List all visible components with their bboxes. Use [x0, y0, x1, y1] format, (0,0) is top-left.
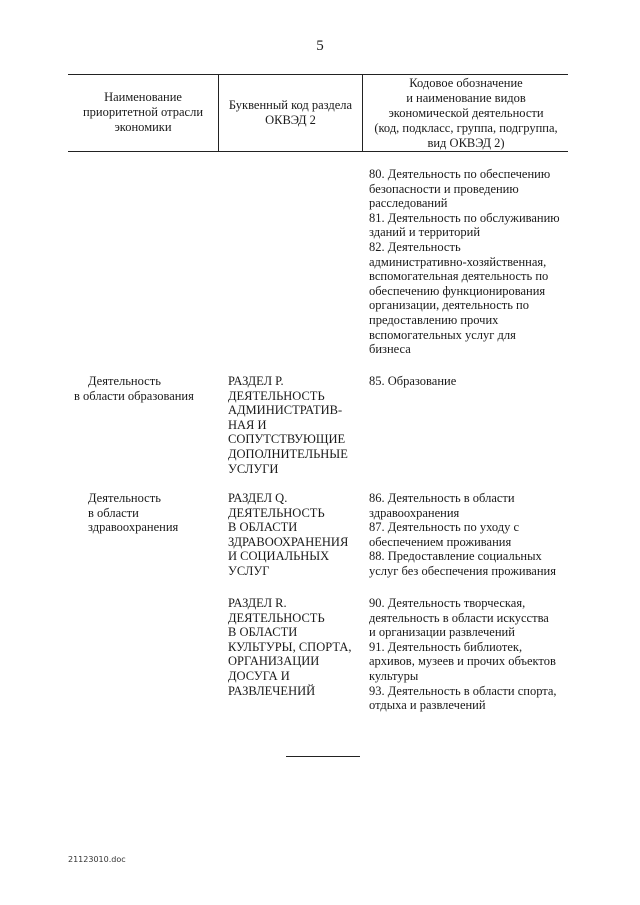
table-header-bottom-rule: [68, 151, 568, 152]
header-sector-line: экономики: [114, 120, 172, 134]
header-sector: [70, 90, 216, 135]
section-line: В ОБЛАСТИ: [228, 625, 298, 640]
activity-line: обеспечению функционирования: [369, 283, 546, 298]
row-activities: [369, 167, 569, 357]
section-line: ЗДРАВООХРАНЕНИЯ: [228, 534, 349, 549]
activity-line: отдыха и развлечений: [369, 698, 486, 713]
activity-line: здравоохранения: [369, 505, 460, 520]
sector-line: в области: [88, 505, 139, 520]
header-activity-line: экономической деятельности: [388, 106, 544, 120]
activity-line: обеспечением проживания: [369, 534, 512, 549]
section-line: КУЛЬТУРЫ, СПОРТА,: [228, 639, 352, 654]
section-line: АДМИНИСТРАТИВ-: [228, 403, 343, 418]
activity-line: услуг без обеспечения проживания: [369, 563, 556, 578]
activity-line: 80. Деятельность по обеспечению: [369, 167, 551, 181]
section-line: В ОБЛАСТИ: [228, 520, 298, 535]
section-line: РАЗДЕЛ Q.: [228, 491, 288, 505]
row-sector: [74, 374, 216, 403]
section-line: СОПУТСТВУЮЩИЕ: [228, 432, 346, 447]
section-line: ДЕЯТЕЛЬНОСТЬ: [228, 610, 325, 625]
section-line: ДЕЯТЕЛЬНОСТЬ: [228, 505, 325, 520]
activity-line: 82. Деятельность: [369, 239, 461, 254]
end-rule: [286, 756, 360, 757]
section-line: ДОПОЛНИТЕЛЬНЫЕ: [228, 446, 348, 461]
section-line: РАЗДЕЛ R.: [228, 596, 287, 610]
activity-line: вспомогательных услуг для: [369, 327, 516, 342]
row-activities: [369, 374, 569, 389]
column-divider-1: [218, 74, 219, 152]
activity-line: и организации развлечений: [369, 625, 515, 640]
activity-line: административно-хозяйственная,: [369, 254, 547, 269]
activity-line: 91. Деятельность библиотек,: [369, 639, 523, 654]
row-activities: [369, 596, 569, 713]
section-line: НАЯ И: [228, 417, 267, 432]
section-line: РАЗДЕЛ Р.: [228, 374, 284, 388]
activity-line: деятельность в области искусства: [369, 610, 549, 625]
row-sector: [88, 491, 216, 535]
header-sector-line: Наименование: [104, 90, 182, 104]
activity-line: архивов, музеев и прочих объектов: [369, 654, 556, 669]
header-activity-line: и наименование видов: [406, 91, 526, 105]
row-section: [228, 596, 363, 698]
row-activities: [369, 491, 569, 579]
sector-line: в области образования: [74, 388, 194, 403]
header-section-code: [220, 98, 361, 128]
activity-line: 81. Деятельность по обслуживанию: [369, 210, 560, 225]
header-sector-line: приоритетной отрасли: [82, 105, 204, 119]
activity-line: культуры: [369, 668, 419, 683]
activity-line: 93. Деятельность в области спорта,: [369, 683, 557, 698]
activity-line: организации, деятельность по: [369, 298, 529, 313]
activity-line: зданий и территорий: [369, 225, 481, 240]
activity-line: 85. Образование: [369, 374, 457, 388]
activity-line: вспомогательная деятельность по: [369, 269, 549, 284]
row-section: [228, 491, 363, 579]
section-line: УСЛУГ: [228, 563, 270, 578]
activity-line: 88. Предоставление социальных: [369, 549, 542, 564]
section-line: ДЕЯТЕЛЬНОСТЬ: [228, 388, 325, 403]
header-activity-code: [363, 76, 569, 151]
activity-line: бизнеса: [369, 342, 411, 357]
sector-line: Деятельность: [88, 374, 161, 388]
table-top-rule: [68, 74, 568, 75]
section-line: РАЗВЛЕЧЕНИЙ: [228, 683, 316, 698]
section-line: УСЛУГИ: [228, 461, 279, 476]
activity-line: 87. Деятельность по уходу с: [369, 520, 520, 535]
sector-line: Деятельность: [88, 491, 161, 505]
header-activity-line: вид ОКВЭД 2): [427, 136, 505, 150]
activity-line: 86. Деятельность в области: [369, 491, 515, 505]
header-activity-line: (код, подкласс, группа, подгруппа,: [374, 121, 558, 135]
page-number: 5: [316, 38, 324, 54]
header-section-line: ОКВЭД 2: [265, 113, 316, 127]
header-section-line: Буквенный код раздела: [228, 98, 353, 112]
section-line: ДОСУГА И: [228, 668, 290, 683]
activity-line: расследований: [369, 196, 448, 211]
activity-line: безопасности и проведению: [369, 181, 519, 196]
section-line: ОРГАНИЗАЦИИ: [228, 654, 320, 669]
section-line: И СОЦИАЛЬНЫХ: [228, 549, 330, 564]
row-section: [228, 374, 363, 476]
sector-line: здравоохранения: [88, 520, 179, 535]
footer-filename: 21123010.doc: [68, 855, 126, 864]
activity-line: предоставлению прочих: [369, 312, 499, 327]
activity-line: 90. Деятельность творческая,: [369, 596, 526, 610]
header-activity-line: Кодовое обозначение: [409, 76, 523, 90]
